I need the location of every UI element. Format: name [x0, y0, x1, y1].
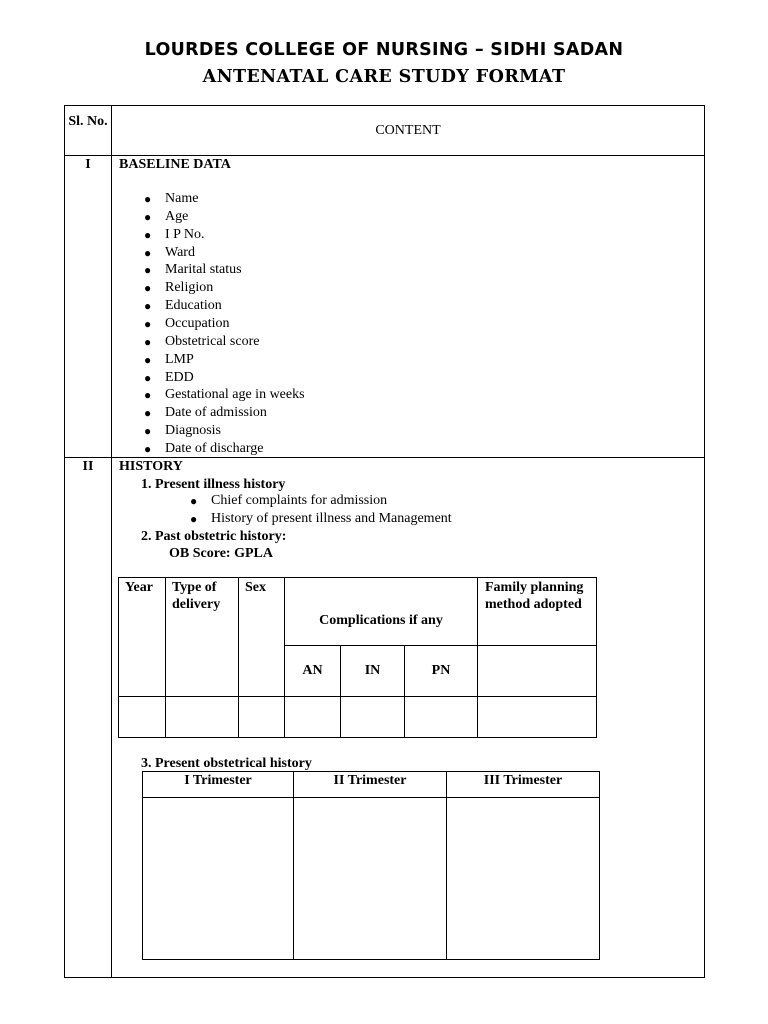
baseline-item: Diagnosis — [165, 423, 221, 439]
section-heading: HISTORY — [119, 459, 183, 474]
ob-col-in: IN — [364, 663, 381, 678]
section-number: I — [85, 157, 91, 172]
baseline-item: Date of discharge — [165, 440, 264, 456]
bullet-marker: ● — [144, 245, 152, 260]
baseline-item: Age — [165, 208, 189, 224]
baseline-item: Gestational age in weeks — [165, 387, 305, 403]
college-title: LOURDES COLLEGE OF NURSING – SIDHI SADAN — [144, 40, 624, 60]
bullet-marker: ● — [144, 209, 152, 224]
ob-col-an: AN — [302, 663, 323, 678]
bullet-marker: ● — [144, 352, 152, 367]
baseline-item: LMP — [165, 351, 194, 367]
bullet-marker: ● — [144, 441, 152, 456]
sl-no-header: Sl. No. — [68, 114, 108, 129]
bullet-marker: ● — [144, 227, 152, 242]
baseline-item: Marital status — [165, 262, 242, 278]
bullet-marker: ● — [190, 494, 198, 508]
present-illness-heading: 1. Present illness history — [141, 477, 286, 492]
baseline-item: Occupation — [165, 315, 230, 331]
baseline-item: Date of admission — [165, 405, 267, 421]
baseline-item: Obstetrical score — [165, 333, 260, 349]
section-number: II — [82, 459, 94, 474]
baseline-item: Name — [165, 191, 199, 206]
ob-col-type-of-delivery: Type of delivery — [172, 580, 221, 612]
baseline-item: I P No. — [165, 226, 205, 242]
bullet-marker: ● — [144, 388, 152, 403]
baseline-item: Ward — [165, 244, 195, 260]
content-header: CONTENT — [375, 123, 441, 138]
present-illness-item: Chief complaints for admission — [211, 493, 388, 508]
ob-col-sex: Sex — [245, 580, 266, 595]
ob-score: OB Score: GPLA — [169, 546, 273, 561]
ob-col-complications: Complications if any — [319, 613, 443, 628]
baseline-item: EDD — [165, 369, 194, 385]
bullet-marker: ● — [144, 406, 152, 421]
bullet-marker: ● — [190, 512, 198, 526]
ob-col-family-planning: Family planning method adopted — [485, 580, 584, 612]
section-heading: BASELINE DATA — [119, 157, 231, 172]
bullet-marker: ● — [144, 299, 152, 314]
bullet-marker: ● — [144, 424, 152, 439]
present-illness-item: History of present illness and Management — [211, 511, 452, 526]
bullet-marker: ● — [144, 370, 152, 385]
trimester-header-1: I Trimester — [184, 773, 252, 788]
bullet-marker: ● — [144, 281, 152, 296]
ob-col-year: Year — [125, 580, 153, 595]
past-obstetric-heading: 2. Past obstetric history: — [141, 529, 287, 544]
bullet-marker: ● — [144, 316, 152, 331]
trimester-header-3: III Trimester — [483, 773, 563, 788]
bullet-marker: ● — [144, 263, 152, 278]
baseline-item: Education — [165, 298, 222, 314]
present-obstetrical-heading: 3. Present obstetrical history — [141, 756, 312, 771]
ob-col-pn: PN — [431, 663, 451, 678]
baseline-item: Religion — [165, 280, 214, 296]
trimester-header-2: II Trimester — [333, 773, 407, 788]
format-title: ANTENATAL CARE STUDY FORMAT — [202, 67, 566, 87]
bullet-marker: ● — [144, 334, 152, 349]
bullet-marker: ● — [144, 192, 152, 206]
